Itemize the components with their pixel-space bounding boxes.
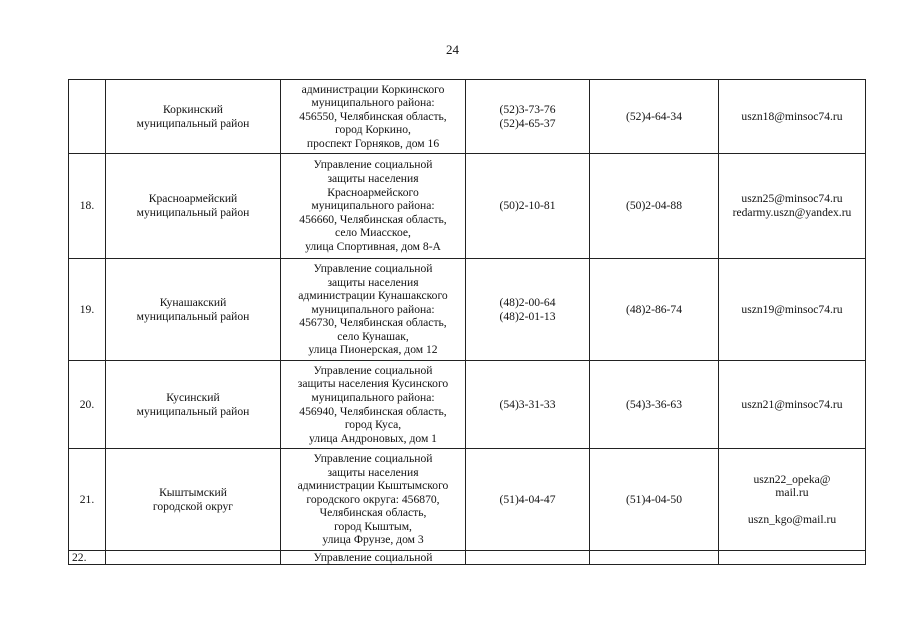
row-number: 21.: [69, 449, 106, 551]
table-row: [69, 551, 866, 565]
address-cell-line: администрации Кыштымского: [297, 479, 449, 493]
email-cell-line: uszn25@minsoc74.ru: [741, 192, 843, 206]
district-cell-line: Кыштымский: [159, 485, 227, 499]
district-cell: [106, 80, 281, 154]
address-cell-line: улица Спортивная, дом 8-А: [305, 239, 441, 253]
address-cell: [281, 259, 466, 361]
email-cell-line: uszn_kgo@mail.ru: [747, 512, 837, 526]
email-cell: [719, 259, 866, 361]
address-cell-line: администрации Кунашакского: [298, 289, 448, 303]
address-cell-line: город Кыштым,: [334, 519, 412, 533]
address-cell-line: администрации Коркинского: [301, 82, 445, 96]
phone-cell-line: (48)2-01-13: [499, 309, 556, 323]
district-cell: [106, 259, 281, 361]
email-cell-line: uszn21@minsoc74.ru: [741, 397, 843, 411]
address-cell-line: защиты населения: [327, 465, 419, 479]
district-cell-line: муниципальный район: [136, 404, 250, 418]
district-cell-line: Кусинский: [166, 390, 220, 404]
email-cell-line: [722, 500, 862, 513]
email-cell: [719, 154, 866, 259]
table-row: [69, 154, 866, 259]
table-row: [69, 80, 866, 154]
address-cell-line: Управление социальной: [313, 451, 433, 465]
row-number: 19.: [69, 259, 106, 361]
email-cell: [719, 80, 866, 154]
email-cell-line: uszn18@minsoc74.ru: [741, 109, 843, 123]
row-number: 18.: [69, 154, 106, 259]
phone-cell-line: (52)3-73-76: [499, 102, 556, 116]
district-cell-line: Красноармейский: [148, 192, 238, 206]
address-cell: [281, 154, 466, 259]
row-number: [69, 80, 106, 154]
address-cell-line: 456940, Челябинская область,: [299, 404, 447, 418]
address-cell-line: городского округа: 456870,: [306, 492, 440, 506]
address-cell-line: Управление социальной: [313, 158, 433, 172]
fax-cell: [590, 361, 719, 449]
address-cell-line: муниципального района:: [311, 96, 435, 110]
phone-cell-line: (48)2-00-64: [499, 295, 556, 309]
address-cell-line: Управление социальной: [313, 261, 433, 275]
email-cell-line: redarmy.uszn@yandex.ru: [732, 206, 852, 219]
fax-cell-line: (54)3-36-63: [625, 397, 683, 411]
fax-cell-line: (48)2-86-74: [625, 302, 683, 316]
fax-cell-line: (52)4-64-34: [625, 109, 683, 123]
table-row: [69, 361, 866, 449]
district-cell: [106, 361, 281, 449]
address-cell-line: 456550, Челябинская область,: [299, 109, 447, 123]
row-number: 20.: [69, 361, 106, 449]
address-cell: [281, 361, 466, 449]
fax-cell: [590, 449, 719, 551]
phone-cell: [466, 154, 590, 259]
address-cell: [281, 449, 466, 551]
email-cell-line: mail.ru: [775, 486, 809, 500]
fax-cell: [590, 551, 719, 565]
phone-cell-line: (52)4-65-37: [499, 116, 556, 130]
phone-cell: [466, 551, 590, 565]
address-cell-line: муниципального района:: [311, 199, 435, 213]
phone-cell-line: (54)3-31-33: [499, 397, 556, 411]
phone-cell-line: (51)4-04-47: [499, 492, 556, 506]
email-cell-line: uszn19@minsoc74.ru: [741, 302, 843, 316]
row-number: 22.: [69, 551, 106, 565]
table-row: [69, 259, 866, 361]
district-cell-line: Коркинский: [163, 102, 223, 116]
fax-cell: [590, 259, 719, 361]
fax-cell-line: (51)4-04-50: [625, 492, 683, 506]
phone-cell-line: (50)2-10-81: [499, 199, 556, 213]
address-cell-line: защиты населения: [327, 275, 419, 289]
email-cell: [719, 361, 866, 449]
address-cell-line: Красноармейского: [327, 185, 419, 199]
address-cell-line: защиты населения: [327, 172, 419, 186]
email-cell: [719, 449, 866, 551]
fax-cell: [590, 154, 719, 259]
address-cell-line: Челябинская область,: [319, 506, 427, 520]
email-cell-line: uszn22_opeka@: [753, 472, 831, 486]
address-cell-line: 456730, Челябинская область,: [299, 316, 447, 330]
address-cell-line: Управление социальной: [313, 363, 433, 377]
address-cell-line: защиты населения Кусинского: [297, 377, 449, 391]
address-cell-line: улица Андроновых, дом 1: [309, 431, 437, 445]
table-row: [69, 449, 866, 551]
district-cell: [106, 551, 281, 565]
phone-cell: [466, 449, 590, 551]
fax-cell: [590, 80, 719, 154]
district-cell: [106, 154, 281, 259]
address-cell-line: 456660, Челябинская область,: [299, 212, 447, 226]
address-cell-line: муниципального района:: [311, 390, 435, 404]
email-cell: [719, 551, 866, 565]
district-cell-line: муниципальный район: [136, 206, 250, 219]
address-cell-line: город Коркино,: [335, 123, 411, 137]
address-cell-line: село Кунашак,: [337, 329, 409, 343]
district-cell-line: муниципальный район: [136, 116, 250, 130]
district-cell-line: Кунашакский: [159, 295, 227, 309]
phone-cell: [466, 80, 590, 154]
district-cell: [106, 449, 281, 551]
address-cell-line: улица Пионерская, дом 12: [308, 343, 438, 357]
address-cell: [281, 551, 466, 565]
address-cell-line: город Куса,: [344, 418, 402, 432]
phone-cell: [466, 259, 590, 361]
district-cell-line: муниципальный район: [136, 309, 250, 323]
address-cell-line: село Миасское,: [335, 226, 411, 240]
fax-cell-line: (50)2-04-88: [625, 199, 683, 213]
address-cell-line: проспект Горняков, дом 16: [306, 136, 440, 150]
address-cell-line: улица Фрунзе, дом 3: [322, 533, 424, 547]
address-cell-line: муниципального района:: [311, 302, 435, 316]
phone-cell: [466, 361, 590, 449]
address-cell-line: Управление социальной: [313, 551, 433, 564]
contacts-table: [68, 79, 866, 565]
address-cell: [281, 80, 466, 154]
page-number: 24: [446, 42, 459, 57]
district-cell-line: городской округ: [152, 499, 234, 513]
